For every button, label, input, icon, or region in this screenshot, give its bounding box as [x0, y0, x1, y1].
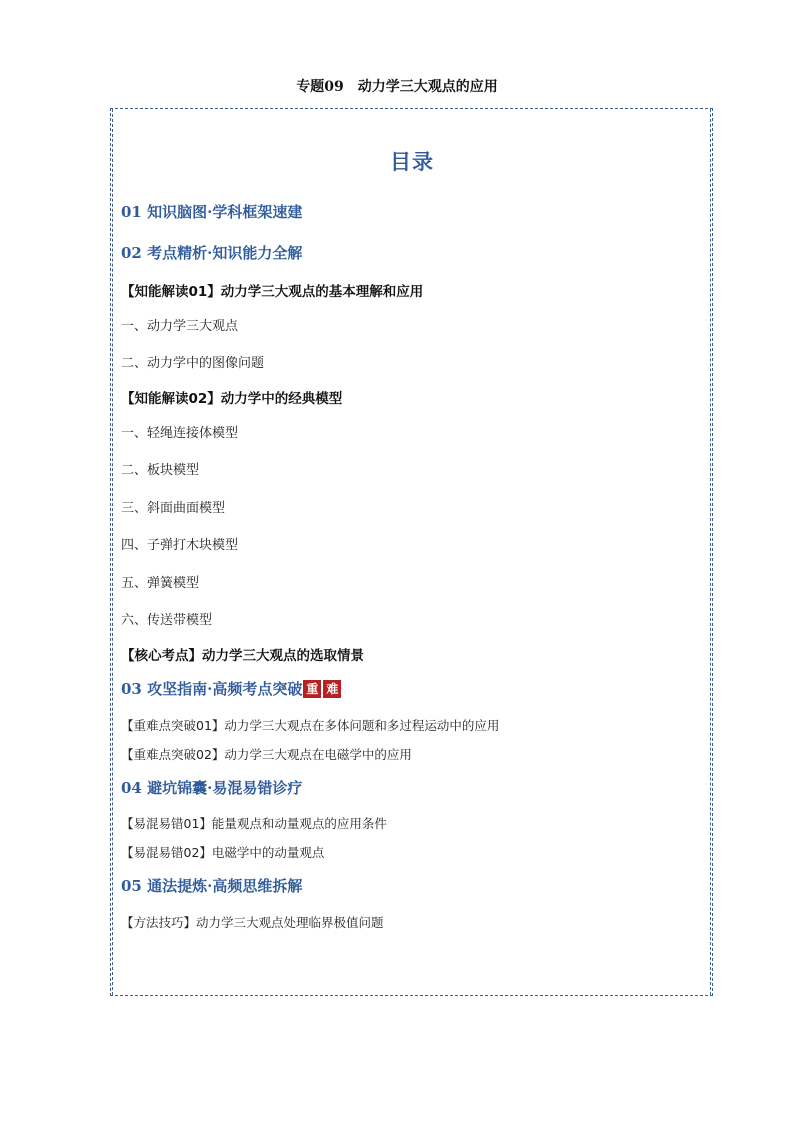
toc-item[interactable]: 二、动力学中的图像问题 — [121, 356, 265, 371]
header-topic-title: 动力学三大观点的应用 — [357, 79, 498, 95]
toc-item[interactable]: 三、斜面曲面模型 — [121, 501, 226, 516]
toc-item[interactable]: 一、轻绳连接体模型 — [121, 426, 239, 441]
toc-heading: 目录 — [390, 150, 434, 174]
toc-item[interactable]: 【重难点突破02】动力学三大观点在电磁学中的应用 — [121, 747, 412, 762]
toc-item[interactable]: 一、动力学三大观点 — [121, 319, 239, 334]
toc-item[interactable]: 六、传送带模型 — [121, 613, 213, 628]
toc-subsection-knowledge-02[interactable]: 【知能解读02】动力学中的经典模型 — [121, 391, 343, 407]
toc-item[interactable]: 五、弹簧模型 — [121, 576, 200, 591]
toc-section-04[interactable]: 04 避坑锦囊·易混易错诊疗 — [121, 779, 303, 797]
toc-section-05[interactable]: 05 通法提炼·高频思维拆解 — [121, 877, 303, 895]
toc-item[interactable]: 【易混易错02】电磁学中的动量观点 — [121, 845, 325, 860]
header-topic-number: 专题09 — [296, 79, 344, 95]
toc-section-02[interactable]: 02 考点精析·知识能力全解 — [121, 244, 303, 262]
toc-section-03[interactable] — [121, 678, 341, 699]
toc-subsection-knowledge-01[interactable]: 【知能解读01】动力学三大观点的基本理解和应用 — [121, 284, 424, 300]
key-badge: 重 — [303, 680, 321, 698]
toc-item[interactable]: 二、板块模型 — [121, 463, 200, 478]
toc-subsection-core[interactable]: 【核心考点】动力学三大观点的选取情景 — [121, 648, 364, 664]
toc-item[interactable]: 【易混易错01】能量观点和动量观点的应用条件 — [121, 816, 387, 831]
toc-section-03-label: 03 攻坚指南·高频考点突破 — [121, 680, 303, 698]
toc-section-01[interactable]: 01 知识脑图·学科框架速建 — [121, 203, 303, 221]
document-header — [0, 76, 794, 96]
difficult-badge: 难 — [323, 680, 341, 698]
toc-item[interactable]: 【方法技巧】动力学三大观点处理临界极值问题 — [121, 915, 384, 930]
toc-item[interactable]: 【重难点突破01】动力学三大观点在多体问题和多过程运动中的应用 — [121, 718, 500, 733]
toc-item[interactable]: 四、子弹打木块模型 — [121, 538, 239, 553]
